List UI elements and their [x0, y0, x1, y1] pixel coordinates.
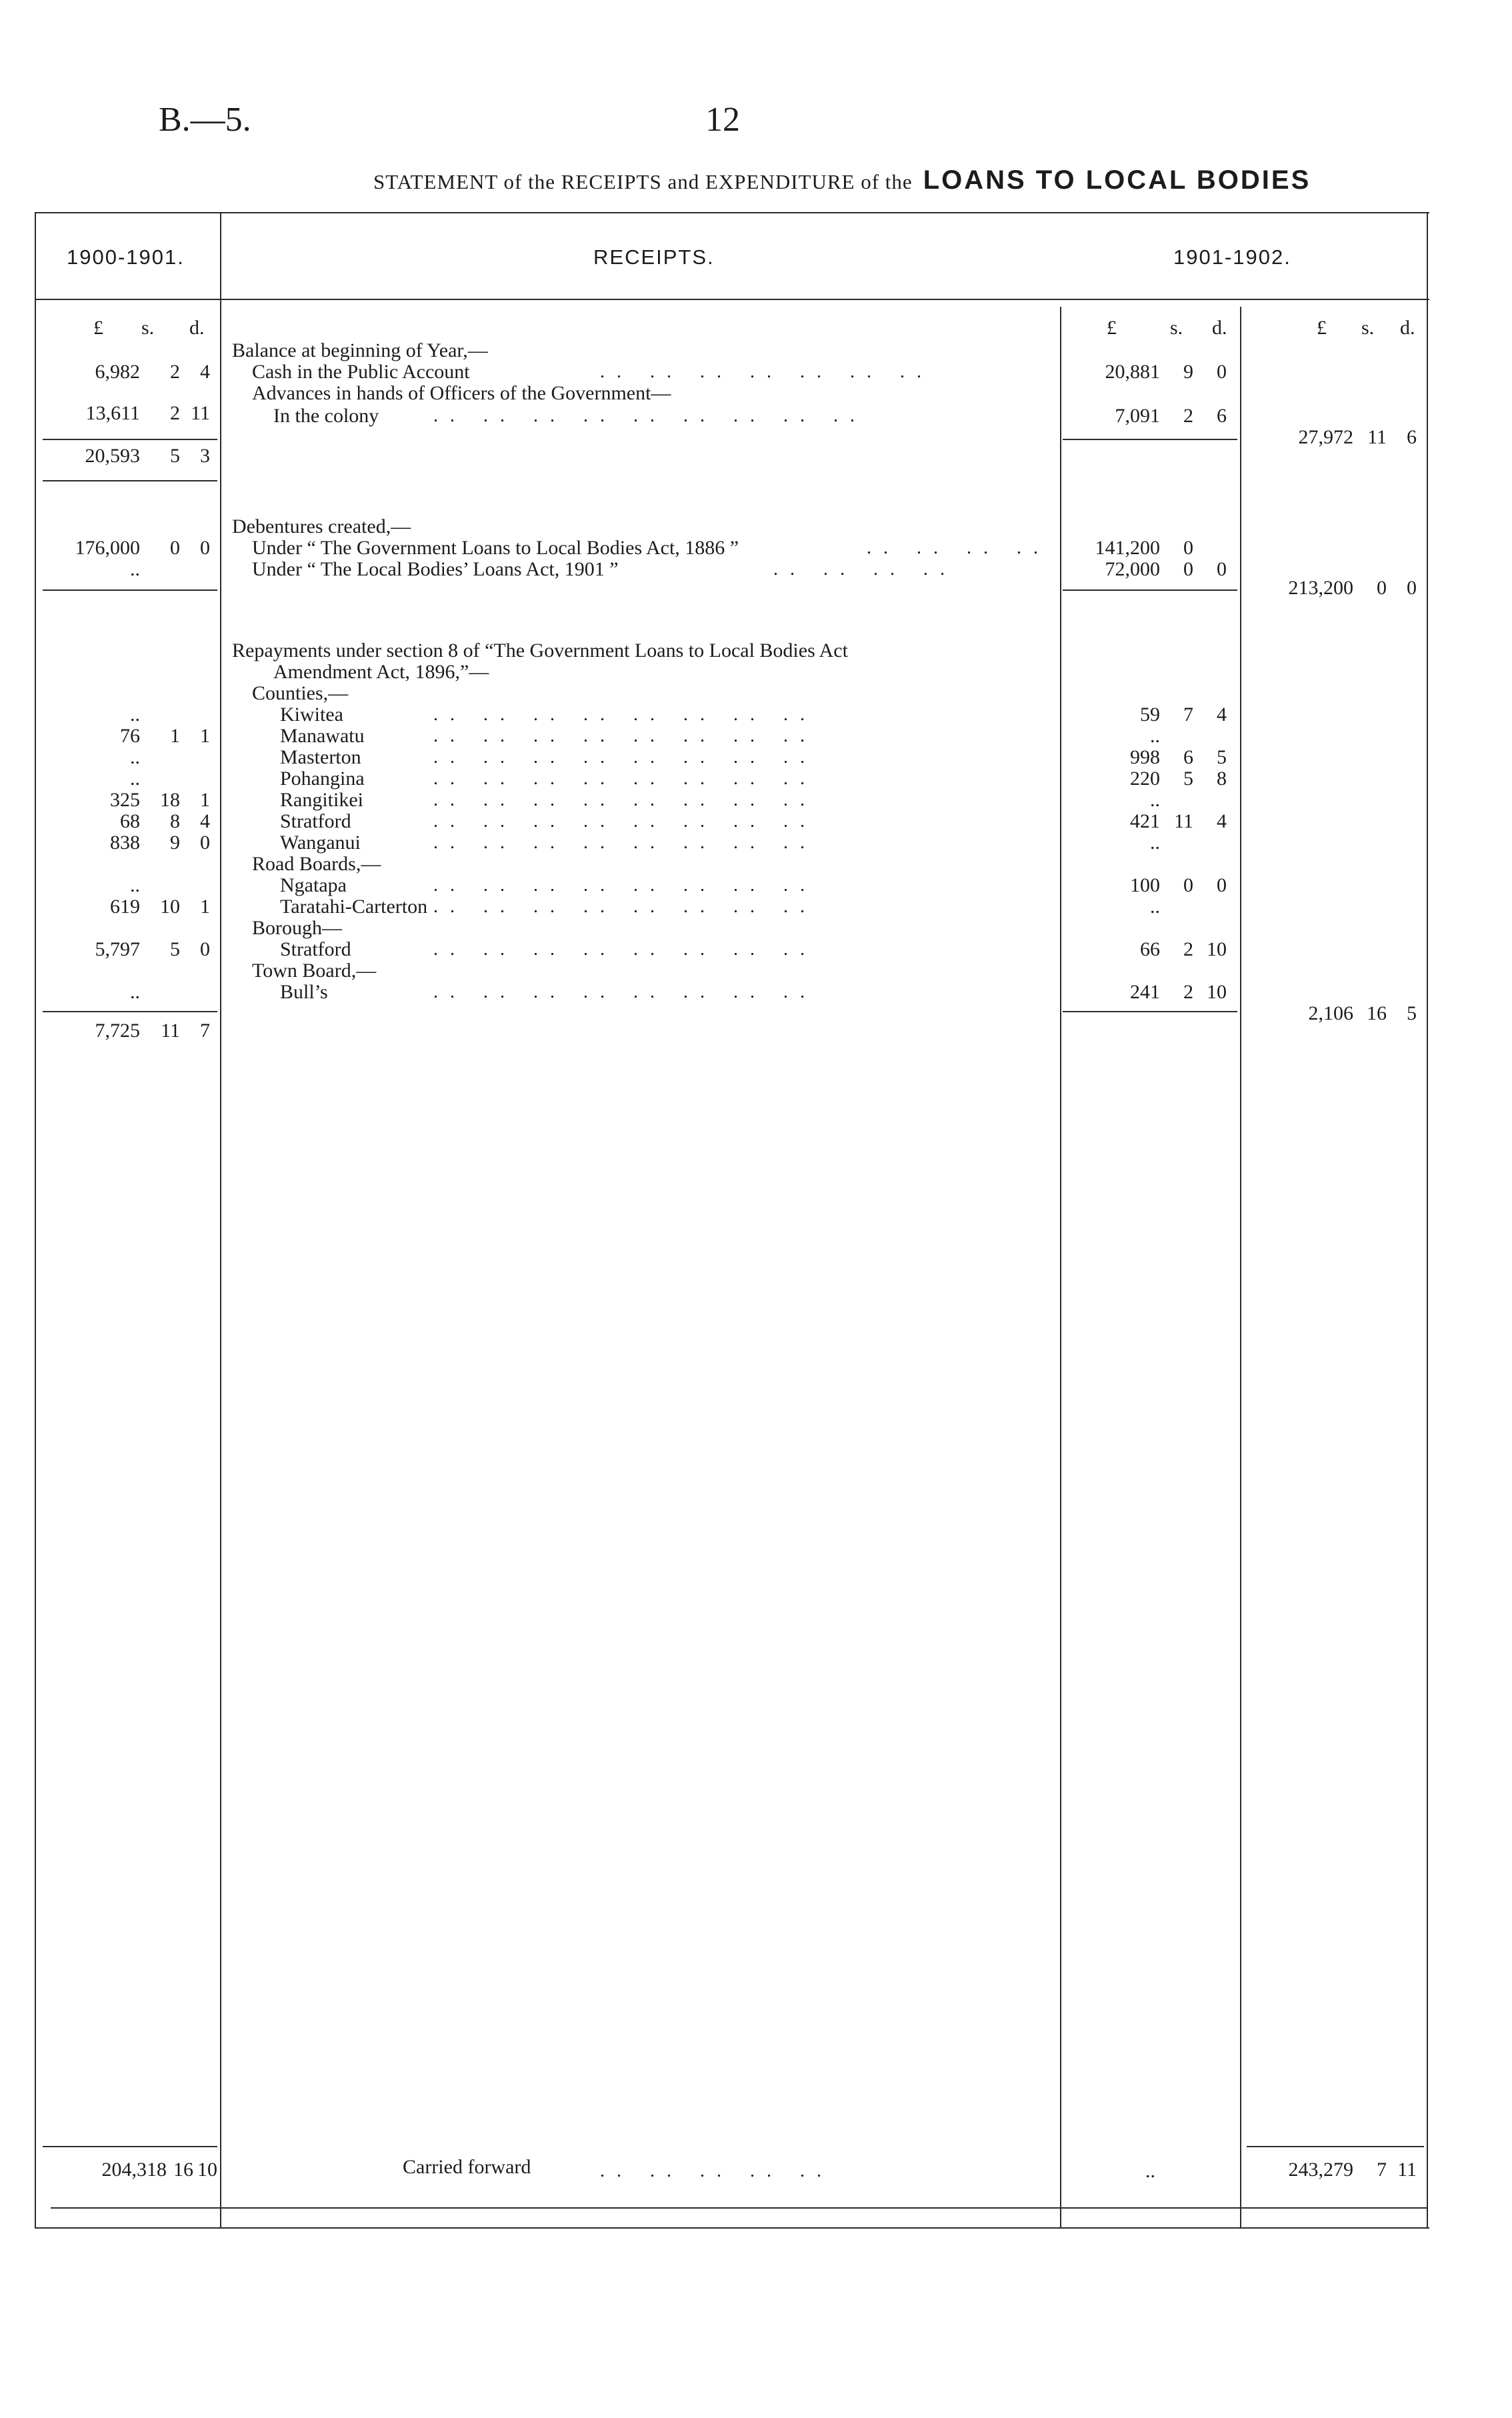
- carried-prev-pounds: 204,318: [101, 2159, 167, 2181]
- leader-dots: .. .. .. .. .. .. .. ..: [433, 704, 817, 725]
- total-pounds-heading: £: [1317, 317, 1327, 339]
- curr-shillings: 6: [1183, 746, 1193, 768]
- prev-shillings: 9: [170, 832, 180, 854]
- colony-curr-shillings: 2: [1183, 405, 1193, 427]
- curr-year-heading: 1901-1902.: [1173, 245, 1291, 269]
- prev-pounds: 325: [110, 789, 140, 811]
- subtotal-rule: [43, 480, 217, 481]
- curr-pence: 8: [1217, 768, 1227, 790]
- receipts-heading: RECEIPTS.: [593, 245, 715, 269]
- page-bottom-rule: [51, 2207, 1427, 2209]
- road-boards-heading: Road Boards,—: [252, 853, 381, 875]
- curr-pounds: 220: [1130, 768, 1160, 790]
- row-label: Ngatapa: [280, 874, 347, 896]
- repayments-heading-line1: Repayments under section 8 of “The Government Loans to Local Bodies Act: [232, 640, 848, 662]
- curr-pence: 5: [1217, 746, 1227, 768]
- prev-year-heading: 1900-1901.: [67, 245, 185, 269]
- carried-curr-pounds: 243,279: [1288, 2159, 1353, 2181]
- cash-prev-pounds: 6,982: [95, 361, 140, 383]
- leader-dots: .. .. .. .. .. .. .. ..: [433, 982, 817, 1002]
- leader-dots: .. .. .. .. .. .. ..: [600, 361, 933, 382]
- subtotal-rule: [1063, 439, 1237, 440]
- cash-curr-pence: 0: [1217, 361, 1227, 383]
- prev-pence: 1: [200, 725, 210, 747]
- leader-dots: .. .. .. .. .. .. .. ..: [433, 875, 817, 896]
- leader-dots: .. .. .. .. .. .. .. ..: [433, 832, 817, 853]
- prev-shillings-heading: s.: [141, 317, 155, 339]
- curr-pounds: 998: [1130, 746, 1160, 768]
- footer-rule: [1247, 2146, 1424, 2147]
- prev-pence: 1: [200, 789, 210, 811]
- balance-total-curr-shillings: 11: [1367, 426, 1387, 448]
- carried-forward-label: Carried forward: [403, 2156, 531, 2178]
- leader-dots: .. .. .. .. .. .. .. ..: [433, 896, 817, 917]
- prev-pounds: 5,797: [95, 938, 140, 960]
- carried-prev-pence: 10: [197, 2159, 217, 2181]
- colony-label: In the colony: [273, 405, 379, 427]
- subtotal-rule: [43, 439, 217, 440]
- title-bold: LOANS TO LOCAL BODIES: [923, 165, 1311, 195]
- cash-curr-shillings: 9: [1183, 361, 1193, 383]
- curr-shillings: 2: [1183, 981, 1193, 1003]
- total-pence-heading: d.: [1400, 317, 1415, 339]
- act1901-prev: ..: [130, 558, 140, 580]
- balance-subtotal-prev-pence: 3: [200, 445, 210, 467]
- prev-shillings: 5: [170, 938, 180, 960]
- row-label: Wanganui: [280, 832, 361, 854]
- act1886-curr-shillings: 0: [1183, 537, 1193, 559]
- table-top-rule: [35, 212, 1429, 213]
- prev-pence: 4: [200, 810, 210, 832]
- curr-pence: 10: [1207, 981, 1227, 1003]
- cash-prev-pence: 4: [200, 361, 210, 383]
- prev-shillings: 1: [170, 725, 180, 747]
- curr-pounds: 421: [1130, 810, 1160, 832]
- act1901-curr-pounds: 72,000: [1105, 558, 1160, 580]
- prev-pounds: ..: [130, 746, 140, 768]
- cash-curr-pounds: 20,881: [1105, 361, 1160, 383]
- colony-curr-pence: 6: [1217, 405, 1227, 427]
- leader-dots: .. .. .. ..: [867, 537, 1050, 558]
- act1886-curr-pounds: 141,200: [1095, 537, 1160, 559]
- curr-pence: 4: [1217, 810, 1227, 832]
- curr-shillings: 7: [1183, 704, 1193, 726]
- balance-subtotal-prev-pounds: 20,593: [85, 445, 140, 467]
- colony-prev-pounds: 13,611: [85, 402, 140, 424]
- leader-dots: .. .. .. .. .. .. .. .. ..: [433, 405, 867, 426]
- row-label: Rangitikei: [280, 789, 363, 811]
- leader-dots: .. .. .. .. .. .. .. ..: [433, 726, 817, 746]
- debentures-heading: Debentures created,—: [232, 515, 411, 537]
- table-right-rule: [1427, 212, 1428, 2227]
- counties-heading: Counties,—: [252, 682, 349, 704]
- cash-label: Cash in the Public Account: [252, 361, 470, 383]
- colony-prev-pence: 11: [191, 402, 210, 424]
- prev-pounds: ..: [130, 874, 140, 896]
- repayments-heading-line2: Amendment Act, 1896,”—: [273, 661, 489, 683]
- borough-heading: Borough—: [252, 917, 342, 939]
- prev-shillings: 8: [170, 810, 180, 832]
- statement-title: [373, 165, 1311, 195]
- row-label: Pohangina: [280, 768, 365, 790]
- balance-total-curr-pounds: 27,972: [1298, 426, 1353, 448]
- curr-shillings-heading: s.: [1170, 317, 1183, 339]
- leader-dots: .. .. .. .. .. .. .. ..: [433, 747, 817, 768]
- debentures-total-curr-pence: 0: [1407, 577, 1417, 599]
- row-label: Stratford: [280, 938, 351, 960]
- curr-pence: 4: [1217, 704, 1227, 726]
- prev-pounds: 838: [110, 832, 140, 854]
- prev-pounds: ..: [130, 981, 140, 1003]
- balance-total-curr-pence: 6: [1407, 426, 1417, 448]
- curr-pounds: ..: [1150, 832, 1160, 854]
- curr-shillings: 5: [1183, 768, 1193, 790]
- prev-shillings: 18: [160, 789, 180, 811]
- prev-pence: 1: [200, 896, 210, 918]
- act1901-label: Under “ The Local Bodies’ Loans Act, 1901 ”: [252, 558, 619, 580]
- prev-pounds: 76: [120, 725, 140, 747]
- act1901-curr-shillings: 0: [1183, 558, 1193, 580]
- prev-col-rule: [220, 212, 221, 2227]
- curr-col-rule: [1060, 307, 1061, 2227]
- table-bottom-rule: [35, 2227, 1429, 2229]
- town-board-heading: Town Board,—: [252, 960, 377, 982]
- prev-pence-heading: d.: [189, 317, 205, 339]
- leader-dots: .. .. .. ..: [773, 559, 957, 579]
- prev-pounds: 619: [110, 896, 140, 918]
- row-label: Taratahi-Carterton: [280, 896, 428, 918]
- curr-pounds: ..: [1150, 725, 1160, 747]
- title-prefix: STATEMENT of the RECEIPTS and EXPENDITURE of the: [373, 170, 913, 193]
- curr-pence: 0: [1217, 874, 1227, 896]
- subtotal-rule: [43, 589, 217, 591]
- subtotal-rule: [43, 1011, 217, 1012]
- subtotal-rule: [1063, 1011, 1237, 1012]
- prev-pounds: ..: [130, 704, 140, 726]
- balance-heading: Balance at beginning of Year,—: [232, 339, 488, 361]
- curr-pounds: 66: [1140, 938, 1160, 960]
- curr-pounds: ..: [1150, 789, 1160, 811]
- carried-prev-shillings: 16: [173, 2159, 193, 2181]
- act1901-curr-pence: 0: [1217, 558, 1227, 580]
- repayments-subtotal-prev-pence: 7: [200, 1020, 210, 1042]
- row-label: Kiwitea: [280, 704, 343, 726]
- row-label: Stratford: [280, 810, 351, 832]
- document-reference: B.—5.: [159, 101, 251, 139]
- leader-dots: .. .. .. .. ..: [600, 2161, 833, 2181]
- act1886-prev-pence: 0: [200, 537, 210, 559]
- act1886-prev-shillings: 0: [170, 537, 180, 559]
- row-label: Masterton: [280, 746, 361, 768]
- act1886-label: Under “ The Government Loans to Local Bodies Act, 1886 ”: [252, 537, 739, 559]
- colony-curr-pounds: 7,091: [1115, 405, 1160, 427]
- curr-shillings: 2: [1183, 938, 1193, 960]
- prev-shillings: 10: [160, 896, 180, 918]
- curr-pounds: 59: [1140, 704, 1160, 726]
- curr-pence: 10: [1207, 938, 1227, 960]
- curr-pounds: 241: [1130, 981, 1160, 1003]
- repayments-subtotal-prev-pounds: 7,725: [95, 1020, 140, 1042]
- footer-rule: [43, 2146, 217, 2147]
- leader-dots: .. .. .. .. .. .. .. ..: [433, 811, 817, 832]
- prev-pence: 0: [200, 832, 210, 854]
- curr-shillings: 0: [1183, 874, 1193, 896]
- advances-label: Advances in hands of Officers of the Government—: [252, 382, 671, 404]
- leader-dots: .. .. .. .. .. .. .. ..: [433, 790, 817, 810]
- row-label: Manawatu: [280, 725, 365, 747]
- debentures-total-curr-shillings: 0: [1377, 577, 1387, 599]
- prev-pounds-heading: £: [93, 317, 103, 339]
- prev-pence: 0: [200, 938, 210, 960]
- prev-pounds: ..: [130, 768, 140, 790]
- repayments-subtotal-prev-shillings: 11: [161, 1020, 180, 1042]
- colony-prev-shillings: 2: [170, 402, 180, 424]
- repayments-total-curr-pence: 5: [1407, 1002, 1417, 1024]
- carried-curr-pence: 11: [1397, 2159, 1417, 2181]
- total-shillings-heading: s.: [1361, 317, 1375, 339]
- row-label: Bull’s: [280, 981, 328, 1003]
- total-col-rule: [1240, 307, 1241, 2227]
- table-left-rule: [35, 212, 36, 2227]
- carried-mid: ..: [1145, 2160, 1155, 2182]
- repayments-total-curr-pounds: 2,106: [1308, 1002, 1353, 1024]
- act1886-prev-pounds: 176,000: [75, 537, 140, 559]
- curr-pounds: 100: [1130, 874, 1160, 896]
- curr-pounds: ..: [1150, 896, 1160, 918]
- header-bottom-rule: [35, 299, 1429, 300]
- curr-pence-heading: d.: [1212, 317, 1227, 339]
- curr-pounds-heading: £: [1107, 317, 1117, 339]
- repayments-total-curr-shillings: 16: [1367, 1002, 1387, 1024]
- balance-subtotal-prev-shillings: 5: [170, 445, 180, 467]
- leader-dots: .. .. .. .. .. .. .. ..: [433, 768, 817, 789]
- page-number: 12: [705, 101, 740, 139]
- prev-pounds: 68: [120, 810, 140, 832]
- debentures-total-curr-pounds: 213,200: [1288, 577, 1353, 599]
- leader-dots: .. .. .. .. .. .. .. ..: [433, 939, 817, 960]
- carried-curr-shillings: 7: [1377, 2159, 1387, 2181]
- cash-prev-shillings: 2: [170, 361, 180, 383]
- curr-shillings: 11: [1174, 810, 1193, 832]
- subtotal-rule: [1063, 589, 1237, 591]
